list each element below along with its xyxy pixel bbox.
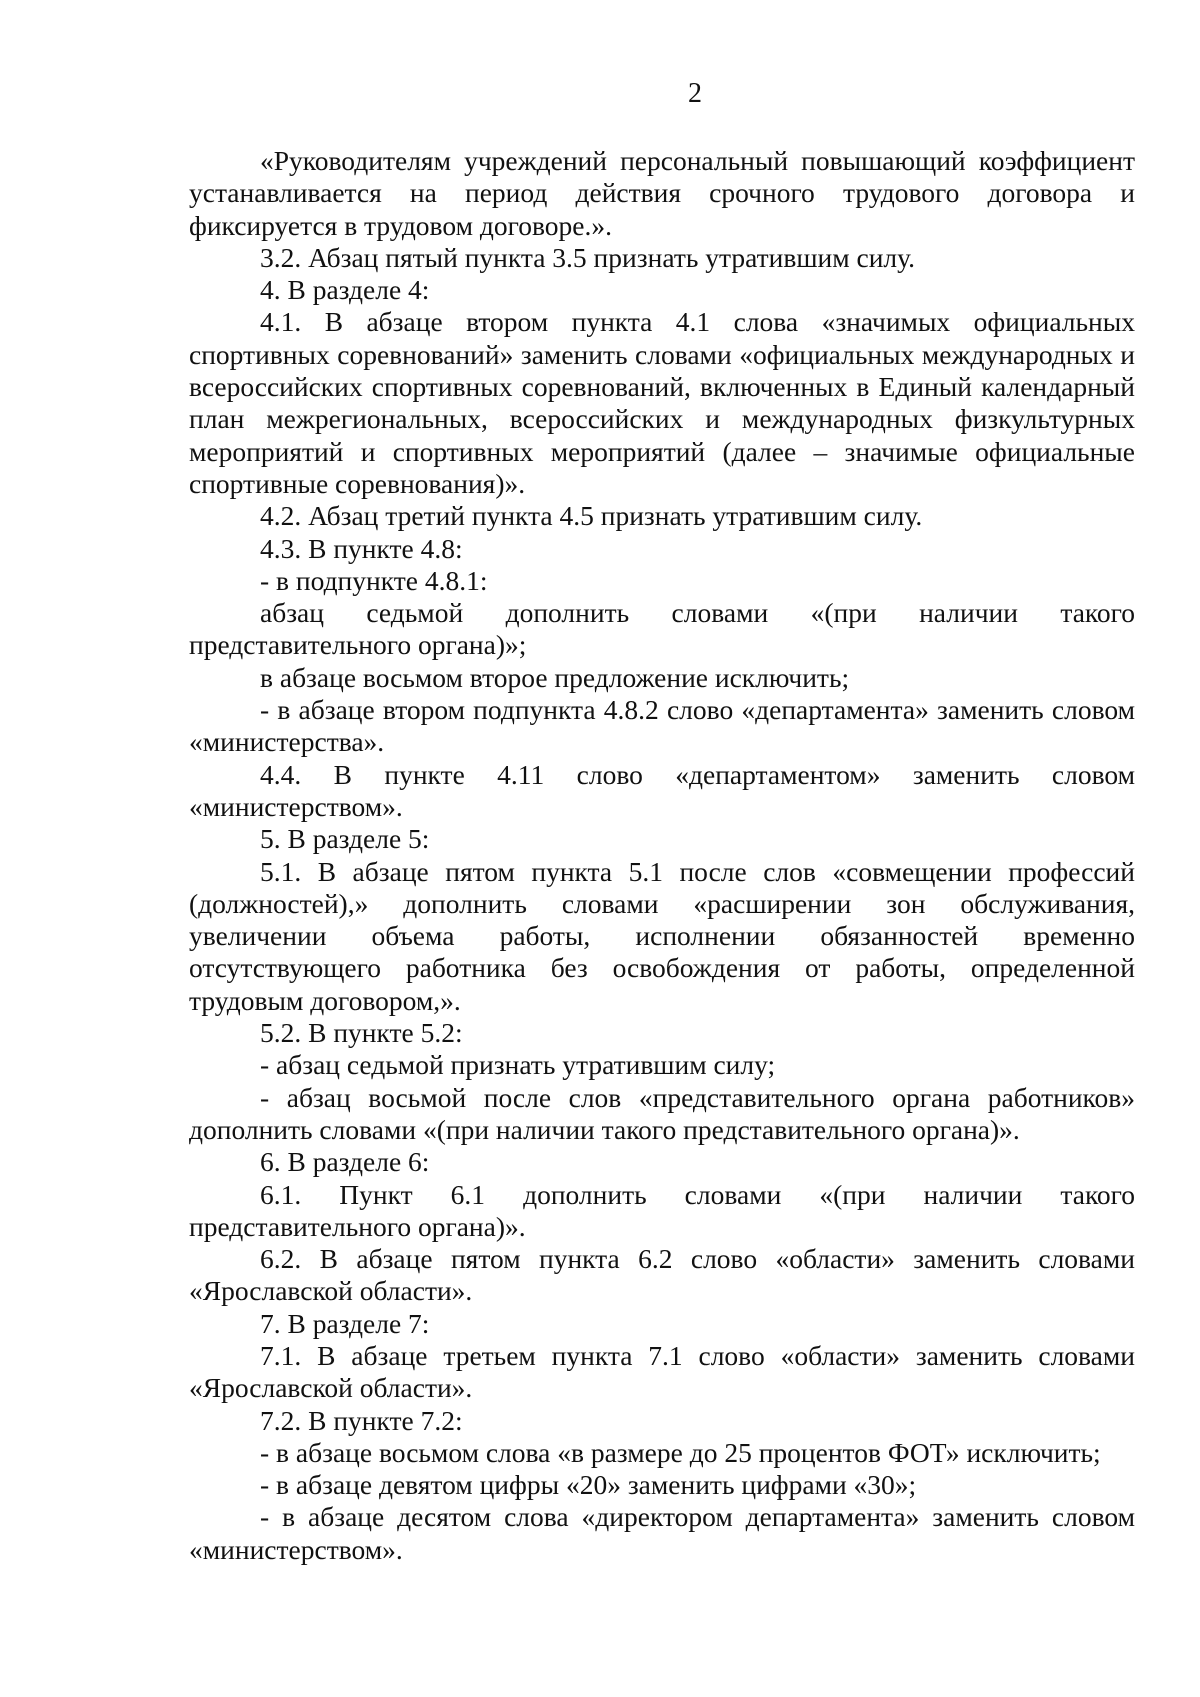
paragraph-5-2-abzac-8: - абзац восьмой после слов «представительного органа работников» дополнить словами «(при наличии такого представительного органа)». [189,1081,1135,1145]
paragraph-6-2: 6.2. В абзаце пятом пункта 6.2 слово «области» заменить словами «Ярославской области». [189,1243,1135,1307]
paragraph-4-8-1: - в подпункте 4.8.1: [260,564,488,596]
paragraph-4-4: 4.4. В пункте 4.11 слово «департаментом» заменить словом «министерством». [189,758,1135,822]
paragraph-4-3: 4.3. В пункте 4.8: [260,532,463,564]
paragraph-abzac-8: в абзаце восьмом второе предложение исключить; [260,661,850,693]
paragraph-7-2-abzac-9: - в абзаце девятом цифры «20» заменить цифрами «30»; [260,1469,917,1501]
paragraph-7-2-abzac-10: - в абзаце десятом слова «директором департамента» заменить словом «министерством». [189,1501,1135,1565]
paragraph-section-4: 4. В разделе 4: [260,274,430,306]
paragraph-7-2-abzac-8: - в абзаце восьмом слова «в размере до 25 процентов ФОТ» исключить; [260,1436,1101,1468]
document-body [189,145,1135,1566]
paragraph-7-1: 7.1. В абзаце третьем пункта 7.1 слово «области» заменить словами «Ярославской области». [189,1339,1135,1404]
paragraph-coefficient-quote: «Руководителям учреждений персональный повышающий коэффициент устанавливается на период действия срочного трудового договора и фиксируется в трудовом договоре.». [189,145,1135,241]
paragraph-4-1: 4.1. В абзаце втором пункта 4.1 слова «значимых официальных спортивных соревнований» заменить словами «официальных международных и всероссийских спортивных соревнований, включенных в Единый календарный план межрегиональных, всероссийских и международных физкультурных мероприятий и спортивных мероприятий (далее – значимые официальные спортивные соревнования)». [189,306,1135,499]
page-number: 2 [688,78,702,109]
paragraph-7-2: 7.2. В пункте 7.2: [260,1404,463,1436]
paragraph-4-8-2: - в абзаце втором подпункта 4.8.2 слово «департамента» заменить словом «министерства». [189,694,1135,758]
paragraph-4-2: 4.2. Абзац третий пункта 4.5 признать утратившим силу. [260,500,923,532]
paragraph-section-7: 7. В разделе 7: [260,1307,430,1339]
paragraph-section-5: 5. В разделе 5: [260,823,430,855]
paragraph-5-2-abzac-7: - абзац седьмой признать утратившим силу; [260,1049,776,1081]
paragraph-abzac-7: абзац седьмой дополнить словами «(при наличии такого представительного органа)»; [189,597,1135,661]
paragraph-6-1: 6.1. Пункт 6.1 дополнить словами «(при наличии такого представительного органа)». [189,1178,1135,1242]
paragraph-5-1: 5.1. В абзаце пятом пункта 5.1 после слов «совмещении профессий (должностей),» дополнить словами «расширении зон обслуживания, увеличении объема работы, исполнении обязанностей временно отсутствующего работника без освобождения от работы, определенной трудовым договором,». [189,855,1135,1016]
paragraph-3-2: 3.2. Абзац пятый пункта 3.5 признать утратившим силу. [260,241,916,273]
paragraph-section-6: 6. В разделе 6: [260,1146,430,1178]
paragraph-5-2: 5.2. В пункте 5.2: [260,1017,463,1049]
